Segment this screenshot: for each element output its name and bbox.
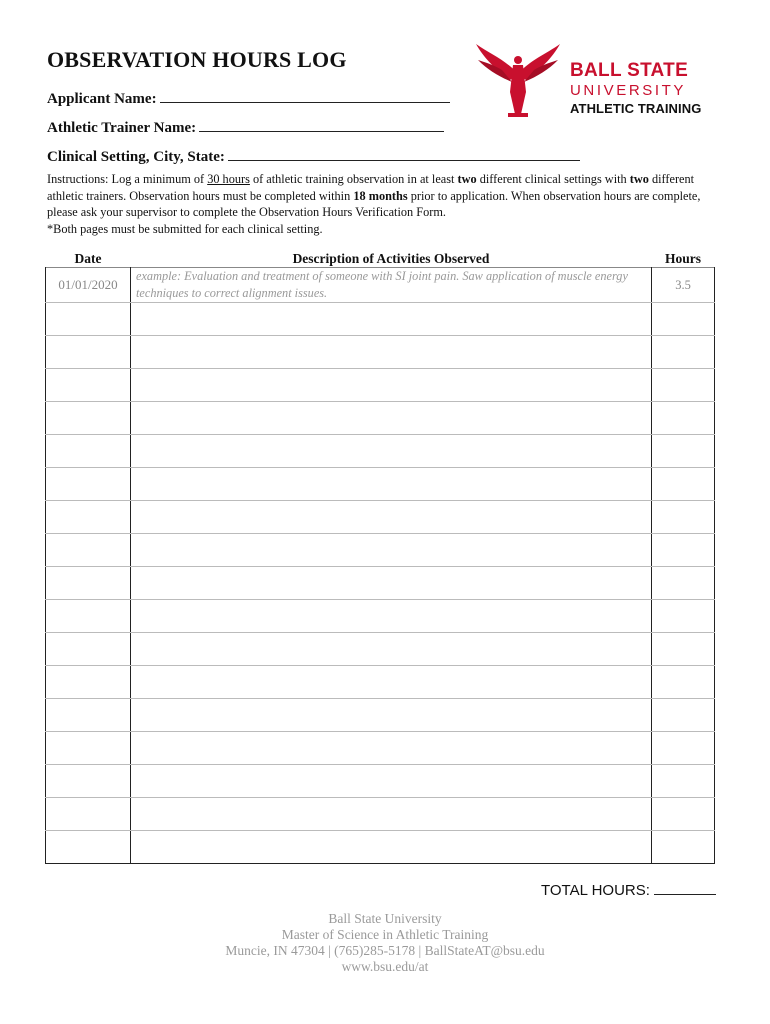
example-description: example: Evaluation and treatment of someone with SI joint pain. Saw application of muscle energy techniques to correct alignment issues. — [131, 268, 652, 303]
table-row — [46, 600, 715, 633]
athletic-trainer-name-label: Athletic Trainer Name: — [47, 120, 197, 136]
date-cell[interactable] — [46, 633, 131, 666]
footer-website: www.bsu.edu/at — [341, 959, 429, 974]
total-hours-line[interactable] — [654, 880, 716, 895]
date-cell[interactable] — [46, 534, 131, 567]
hours-cell[interactable] — [652, 732, 715, 765]
description-cell[interactable] — [131, 666, 652, 699]
table-row — [46, 468, 715, 501]
description-cell[interactable] — [131, 402, 652, 435]
table-row — [46, 633, 715, 666]
hours-cell[interactable] — [652, 501, 715, 534]
description-cell[interactable] — [131, 303, 652, 336]
hours-cell[interactable] — [652, 831, 715, 864]
hours-cell[interactable] — [652, 798, 715, 831]
table-row — [46, 369, 715, 402]
date-cell[interactable] — [46, 765, 131, 798]
instructions-two-settings: two — [457, 172, 477, 186]
description-cell[interactable] — [131, 336, 652, 369]
description-cell[interactable] — [131, 435, 652, 468]
table-row — [46, 402, 715, 435]
description-cell[interactable] — [131, 732, 652, 765]
date-cell[interactable] — [46, 303, 131, 336]
ball-state-logo — [472, 40, 702, 120]
footer — [0, 911, 770, 975]
instructions-part: prior to application. When observation hours are complete, please ask your supervisor to complete the Observation Hours Verification Form. — [47, 188, 701, 219]
table-row — [46, 699, 715, 732]
hours-cell[interactable] — [652, 600, 715, 633]
total-hours-label: TOTAL HOURS: — [541, 882, 650, 899]
table-row — [46, 666, 715, 699]
description-cell[interactable] — [131, 831, 652, 864]
instructions-text — [47, 171, 719, 237]
description-cell[interactable] — [131, 600, 652, 633]
total-hours — [541, 880, 716, 899]
hours-cell[interactable] — [652, 699, 715, 732]
date-cell[interactable] — [46, 468, 131, 501]
description-cell[interactable] — [131, 501, 652, 534]
date-cell[interactable] — [46, 435, 131, 468]
date-cell[interactable] — [46, 666, 131, 699]
description-cell[interactable] — [131, 765, 652, 798]
date-cell[interactable] — [46, 732, 131, 765]
logo-line-ball-state: BALL STATE — [570, 60, 689, 81]
instructions-two-trainers: two — [629, 172, 649, 186]
clinical-setting-label: Clinical Setting, City, State: — [47, 149, 225, 165]
table-row — [46, 732, 715, 765]
instructions-30-hours: 30 hours — [207, 172, 250, 186]
hours-cell[interactable] — [652, 369, 715, 402]
athletic-trainer-name-field[interactable] — [47, 118, 444, 137]
description-cell[interactable] — [131, 567, 652, 600]
date-cell[interactable] — [46, 699, 131, 732]
applicant-name-label: Applicant Name: — [47, 91, 157, 107]
instructions-part: different athletic trainers. Observation hours must be completed within — [47, 172, 695, 203]
table-row — [46, 831, 715, 864]
description-cell[interactable] — [131, 534, 652, 567]
hours-column-header: Hours — [664, 250, 701, 266]
description-cell[interactable] — [131, 699, 652, 732]
table-row — [46, 435, 715, 468]
example-row — [46, 268, 715, 303]
example-date: 01/01/2020 — [46, 268, 131, 303]
instructions-18-months: 18 months — [353, 188, 408, 203]
hours-cell[interactable] — [652, 468, 715, 501]
description-cell[interactable] — [131, 369, 652, 402]
applicant-name-line[interactable] — [160, 89, 450, 103]
footer-program: Master of Science in Athletic Training — [281, 927, 489, 942]
date-cell[interactable] — [46, 369, 131, 402]
description-cell[interactable] — [131, 633, 652, 666]
hours-cell[interactable] — [652, 633, 715, 666]
athletic-trainer-name-line[interactable] — [199, 118, 444, 132]
date-cell[interactable] — [46, 831, 131, 864]
footer-university: Ball State University — [328, 911, 442, 926]
date-cell[interactable] — [46, 567, 131, 600]
hours-cell[interactable] — [652, 435, 715, 468]
hours-cell[interactable] — [652, 765, 715, 798]
table-row — [46, 534, 715, 567]
instructions-part: different clinical settings with — [476, 172, 630, 186]
description-cell[interactable] — [131, 798, 652, 831]
table-row — [46, 798, 715, 831]
example-hours: 3.5 — [652, 268, 715, 303]
logo-line-athletic-training: ATHLETIC TRAINING — [570, 101, 702, 116]
description-column-header: Description of Activities Observed — [292, 250, 490, 266]
instructions-part: Instructions: Log a minimum of — [47, 172, 208, 186]
logo-line-university: UNIVERSITY — [570, 82, 687, 99]
hours-cell[interactable] — [652, 303, 715, 336]
observation-log-table — [45, 250, 714, 864]
footer-contact: Muncie, IN 47304 | (765)285-5178 | BallStateAT@bsu.edu — [225, 943, 545, 958]
instructions-part: of athletic training observation in at least — [249, 172, 458, 186]
table-row — [46, 336, 715, 369]
date-cell[interactable] — [46, 600, 131, 633]
hours-cell[interactable] — [652, 534, 715, 567]
instructions-note: *Both pages must be submitted for each clinical setting. — [47, 221, 323, 236]
description-cell[interactable] — [131, 468, 652, 501]
page-title: OBSERVATION HOURS LOG — [47, 47, 347, 72]
date-cell[interactable] — [46, 402, 131, 435]
clinical-setting-line[interactable] — [228, 147, 580, 161]
hours-cell[interactable] — [652, 336, 715, 369]
hours-cell[interactable] — [652, 567, 715, 600]
cardinal-statue-icon — [472, 40, 564, 120]
hours-cell[interactable] — [652, 666, 715, 699]
date-cell[interactable] — [46, 798, 131, 831]
date-cell[interactable] — [46, 336, 131, 369]
clinical-setting-field[interactable] — [47, 147, 580, 166]
date-cell[interactable] — [46, 501, 131, 534]
table-row — [46, 501, 715, 534]
date-column-header: Date — [74, 250, 102, 266]
table-row — [46, 303, 715, 336]
table-row — [46, 765, 715, 798]
table-row — [46, 567, 715, 600]
hours-cell[interactable] — [652, 402, 715, 435]
applicant-name-field[interactable] — [47, 89, 450, 108]
